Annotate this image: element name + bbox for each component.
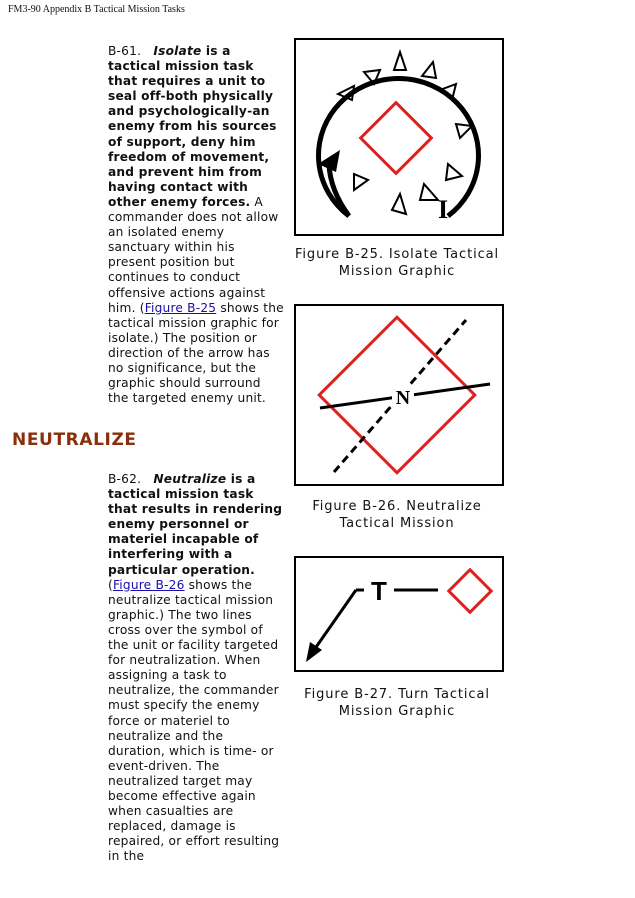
caption-line: Figure B-25. Isolate Tactical [294, 247, 500, 262]
caption-line: Tactical Mission [339, 516, 455, 531]
term-isolate: Isolate [153, 44, 202, 58]
figure-b25-caption [284, 246, 510, 280]
link-figure-b25[interactable]: Figure B-25 [144, 300, 217, 315]
neutralize-symbol-letter: N [395, 387, 411, 409]
definition-isolate: is a tactical mission task that requires a unit to seal off-both physically and psychologically-an enemy from his sources of support, deny him freedom of movement, and prevent him from having contact with other enemy forces. [108, 44, 277, 209]
figure-b27-caption [284, 686, 510, 720]
paragraph-body: A commander does not allow an isolated enemy sanctuary within his present position but continues to conduct offensive actions against him. ( [108, 194, 279, 315]
paragraph-body-cont: shows the tactical mission graphic for isolate.) The position or direction of the arrow has no significance, but the graphic should surround the targeted enemy unit. [108, 300, 284, 406]
caption-line: Figure B-26. Neutralize [312, 499, 482, 514]
figure-b25-isolate-graphic [294, 38, 504, 236]
caption-line: Mission Graphic [338, 264, 456, 279]
term-neutralize: Neutralize [153, 472, 227, 486]
neutralize-graphic [296, 306, 502, 484]
turn-arrowhead-icon [306, 642, 322, 662]
section-heading-neutralize: NEUTRALIZE [12, 430, 137, 450]
caption-line: Figure B-27. Turn Tactical [304, 687, 490, 702]
isolate-symbol-letter: I [438, 195, 449, 224]
target-unit-symbol [361, 103, 432, 174]
turn-graphic [296, 558, 502, 670]
running-header: FM3-90 Appendix B Tactical Mission Tasks [8, 4, 185, 15]
paragraph-number: B-62. [108, 472, 142, 486]
turn-symbol-letter: T [371, 576, 387, 606]
link-figure-b26[interactable]: Figure B-26 [112, 577, 185, 592]
paragraph-b61 [108, 44, 284, 406]
figure-b26-neutralize-graphic [294, 304, 504, 486]
target-unit-symbol [449, 570, 491, 612]
figure-b27-turn-graphic [294, 556, 504, 672]
isolate-graphic [296, 40, 502, 234]
paragraph-b62 [108, 472, 284, 864]
turn-arrow-shaft [314, 590, 356, 650]
figure-b26-caption [284, 498, 510, 532]
paragraph-body-cont: shows the neutralize tactical mission graphic.) The two lines cross over the symbol of the unit or facility targeted for neutralization. When assigning a task to neutralize, the commander must specify the enemy force or materiel to neutralize and the duration, which is time- or event-driven. The neutralized target may become effective again when casualties are replaced, damage is repaired, or effort resulting in the [108, 577, 280, 864]
caption-line: Mission Graphic [338, 704, 456, 719]
paragraph-number: B-61. [108, 44, 142, 58]
paragraph-body: ( [108, 577, 113, 592]
definition-neutralize: is a tactical mission task that results in rendering enemy personnel or materiel incapable of interfering with a particular operation. [108, 472, 283, 577]
